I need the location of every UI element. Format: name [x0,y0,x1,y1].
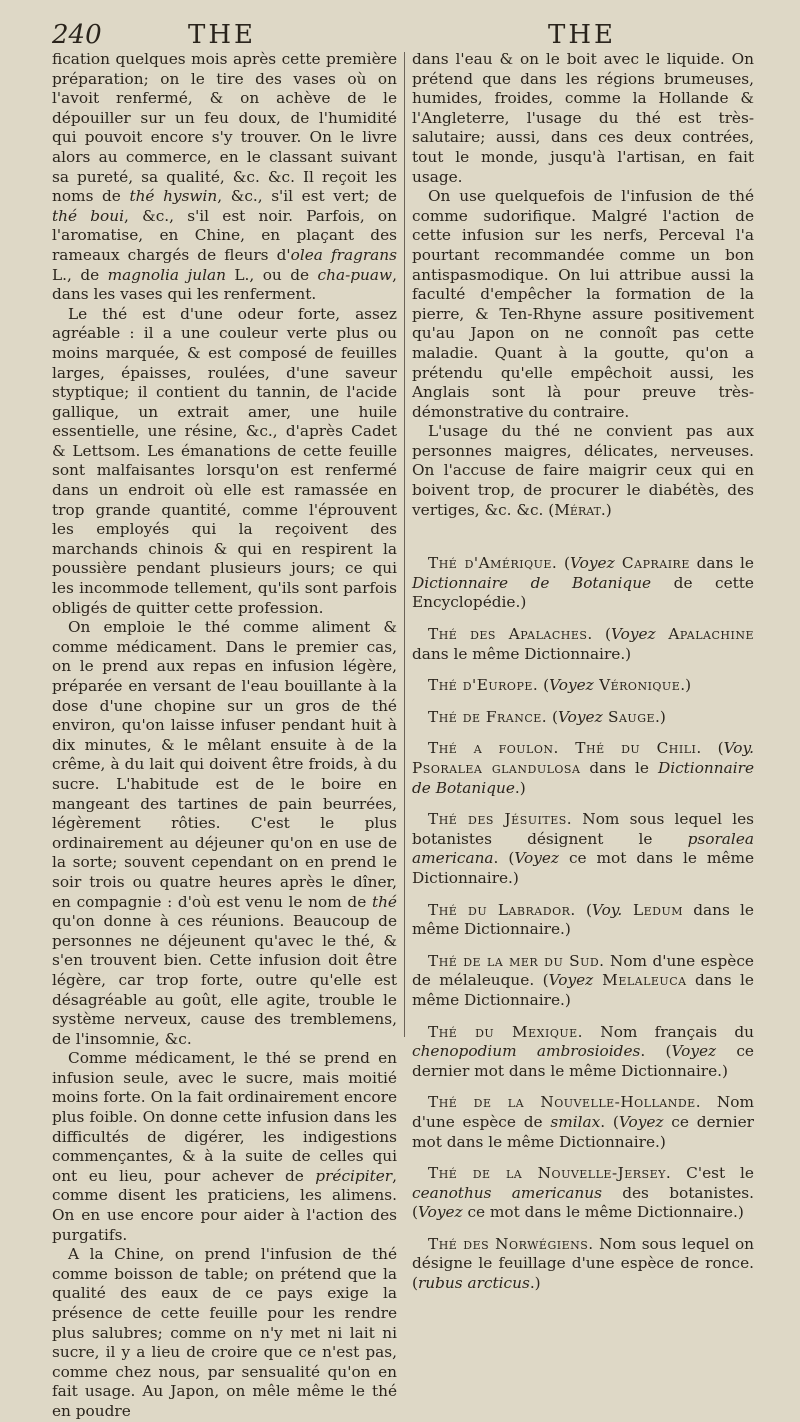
paragraph-sudorifique: On use quelquefois de l'infusion de thé comme sudorifique. Malgré l'action de cette infusion sur les nerfs, Perceval l'a pourtant recommandée comme un bon antispasmodique. On lui attribue aussi la faculté d'empêcher la formation de la pierre, & Ten-Rhyne assure positivement qu'au Japon on ne connoît pas cette maladie. Quant à la goutte, qu'on a prétendu qu'elle empêchoit aussi, les Anglais sont là pour preuve très-démonstrative du contraire. [412,187,754,421]
section-gap [412,520,754,542]
entry-the-europe: Thé d'Europe. (Voyez Véronique.) [428,676,692,695]
entry-the-foulon-chili: Thé a foulon. Thé du Chili. (Voy. Psoralea glandulosa dans le Dictionnaire de Botanique.) [412,739,754,797]
right-column [412,50,755,1293]
paragraph-aliment: On emploie le thé comme aliment & comme médicament. Dans le premier cas, on le prend aux repas en infusion légère, préparée en versant de l'eau bouillante à la dose d'une chopine sur un gros de thé environ, qu'on laisse infuser pendant huit à dix minutes, & le mêlant ensuite à de la crême, à du lait qui doivent être froids, à du sucre. L'habitude est de le boire en mangeant des tartines de pain beurrées, légèrement rôties. C'est le plus ordinairement au déjeuner qu'on en use de la sorte; souvent cependant on en prend le soir trois ou quatre heures après le dîner, en compagnie : d'où est venu le nom de thé qu'on donne à ces réunions. Beaucoup de personnes ne déjeunent qu'avec le thé, & s'en trouvent bien. Cette infusion doit être légère, car trop forte, outre qu'elle est désagréable au goût, elle agite, trouble le système nerveux, cause des tremblemens, de l'insomnie, &c. [52,618,397,1048]
left-column [52,50,397,1420]
paragraph-odeur: Le thé est d'une odeur forte, assez agréable : il a une couleur verte plus ou moins marquée, & est composé de feuilles larges, épaisses, roulées, d'une saveur styptique; il contient du tannin, de l'acide gallique, un extrait amer, une huile essentielle, une résine, &c., d'après Cadet & Lettsom. Les émanations de cette feuille sont malfaisantes lorsqu'on est renfermé dans un endroit où elle est ramassée en trop grande quantité, comme l'éprouvent les employés qui la reçoivent des marchands chinois & qui en respirent la poussière pendant plusieurs jours; ce qui les incommode tellement, qu'ils sont parfois obligés de quitter cette profession. [52,304,397,617]
entry-the-labrador: Thé du Labrador. (Voy. Ledum dans le même Dictionnaire.) [412,900,754,939]
entry-the-france: Thé de France. (Voyez Sauge.) [428,707,666,726]
paragraph-preparation: fication quelques mois après cette première préparation; on le tire des vases où on l'avoit renfermé, & on achève de le dépouiller sur un feu doux, de l'humidité qui pouvoit encore s'y trouver. On le livre alors au commerce, en le classant suivant sa pureté, sa qualité, &c. &c. Il reçoit les noms de thé hyswin, &c., s'il est vert; de thé boui, &c., s'il est noir. Parfois, on l'aromatise, en Chine, en plaçant des rameaux chargés de fleurs d'olea fragrans L., de magnolia julan L., ou de cha-puaw, dans les vases qui les renferment. [52,50,397,304]
paragraph-chine: A la Chine, on prend l'infusion de thé comme boisson de table; on prétend que la qualité des eaux de ce pays exige la présence de cette feuille pour les rendre plus salubres; comme on n'y met ni lait ni sucre, il y a lieu de croire que ce n'est pas, comme chez nous, par sensualité qu'on en fait usage. Au Japon, on mêle même le thé en poudre [52,1245,397,1420]
entry-the-apalaches: Thé des Apalaches. (Voyez Apalachine dans le même Dictionnaire.) [412,625,754,663]
page-number: 240 [52,20,102,50]
column-divider [404,52,405,1037]
entry-the-mer-du-sud: Thé de la mer du Sud. Nom d'une espèce de mélaleuque. (Voyez Melaleuca dans le même Dictionnaire.) [412,951,754,1009]
author-signature: (Mérat.) [548,500,612,519]
entry-the-norwegiens: Thé des Norwégiens. Nom sous lequel on désigne le feuillage d'une espèce de ronce. (rubus arcticus.) [412,1234,755,1293]
running-head-right: THE [548,20,616,50]
paragraph-continuation: dans l'eau & on le boit avec le liquide. On prétend que dans les régions brumeuses, humides, froides, comme la Hollande & l'Angleterre, l'usage du thé est très-salutaire; aussi, dans ces deux contrées, tout le monde, jusqu'à l'artisan, en fait usage. [412,50,754,186]
entry-the-jesuites: Thé des Jésuites. Nom sous lequel les botanistes désignent le psoralea americana. (Voyez ce mot dans le même Dictionnaire.) [412,810,755,887]
entry-the-mexique: Thé du Mexique. Nom français du chenopodium ambrosioides. (Voyez ce dernier mot dans le même Dictionnaire.) [412,1022,754,1080]
paragraph-medicament: Comme médicament, le thé se prend en infusion seule, avec le sucre, mais moitié moins forte. On la fait ordinairement encore plus foible. On donne cette infusion dans les difficultés de digérer, les indigestions commençantes, & à la suite de celles qui ont eu lieu, pour achever de précipiter, comme disent les praticiens, les alimens. On en use encore pour aider à l'action des purgatifs. [52,1049,397,1244]
running-head-left: THE [188,20,256,50]
entry-the-nouvelle-jersey: Thé de la Nouvelle-Jersey. C'est le ceanothus americanus des botanistes. (Voyez ce mot dans le même Dictionnaire.) [412,1164,754,1222]
entry-the-nouvelle-hollande: Thé de la Nouvelle-Hollande. Nom d'une espèce de smilax. (Voyez ce dernier mot dans le même Dictionnaire.) [412,1093,754,1151]
entry-the-amerique: Thé d'Amérique. (Voyez Capraire dans le Dictionnaire de Botanique de cette Encyclopédie.) [412,554,754,612]
paragraph-usage: L'usage du thé ne convient pas aux personnes maigres, délicates, nerveuses. On l'accuse de faire maigrir ceux qui en boivent trop, de procurer le diabétès, des vertiges, &c. &c. (Mérat.) [412,422,754,519]
